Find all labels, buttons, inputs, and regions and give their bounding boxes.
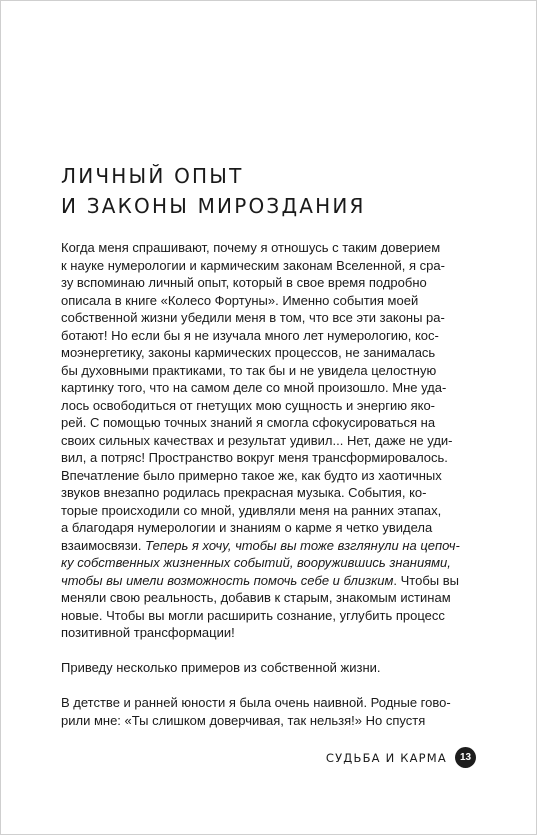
text-line: торые происходили со мной, удивляли меня на ранних этапах,: [61, 502, 442, 518]
text-line: новые. Чтобы вы могли расширить сознание, углубить процесс: [61, 607, 445, 623]
text-line: Впечатление было примерно такое же, как будто из хаотичных: [61, 467, 442, 483]
text-line: картинку того, что на самом деле со мной произошло. Мне уда-: [61, 380, 447, 395]
chapter-title: [61, 161, 366, 221]
text-line: к науке нумерологии и кармическим законам Вселенной, я сра-: [61, 257, 445, 273]
text-line-italic: [61, 554, 481, 572]
text-line: лось освободиться от гнетущих мою сущность и энергию яко-: [61, 397, 435, 413]
paragraph-1: [61, 239, 481, 642]
text-line: звуков внезапно родилась прекрасная музыка. События, ко-: [61, 485, 427, 500]
text-line: ботают! Но если бы я не изучала много лет нумерологию, кос-: [61, 327, 439, 343]
italic-run: ку собственных жизненных событий, вооружившись знаниями,: [61, 555, 451, 570]
text-line: Приведу несколько примеров из собственной жизни.: [61, 660, 381, 675]
text-line: своих сильных качествах и результат удивил... Нет, даже не уди-: [61, 432, 453, 448]
text-line: зу вспоминаю личный опыт, который в свое время подробно: [61, 275, 427, 290]
chapter-title-line-1: ЛИЧНЫЙ ОПЫТ: [61, 164, 244, 188]
text-line: рей. С помощью точных знаний я смогла сфокусироваться на: [61, 415, 436, 430]
page-number-badge: 13: [455, 747, 476, 768]
text-run: . Чтобы вы: [393, 572, 459, 588]
chapter-title-line-2: И ЗАКОНЫ МИРОЗДАНИЯ: [61, 194, 366, 218]
text-line: вил, а потряс! Пространство вокруг меня трансформировалось.: [61, 450, 448, 465]
text-run: взаимосвязи.: [61, 537, 142, 553]
text-line: позитивной трансформации!: [61, 625, 235, 640]
text-line: собственной жизни убедили меня в том, что все эти законы ра-: [61, 310, 445, 325]
italic-run: чтобы вы имели возможность помочь себе и близким: [61, 572, 394, 588]
body-text: [61, 239, 481, 747]
running-title: СУДЬБА И КАРМА: [325, 750, 447, 765]
text-line-mixed: [61, 537, 481, 555]
paragraph-2: [61, 659, 481, 677]
page-footer: [326, 747, 476, 768]
italic-run: Теперь я хочу, чтобы вы тоже взглянули на цепоч-: [141, 537, 460, 553]
text-line: Когда меня спрашивают, почему я отношусь с таким доверием: [61, 240, 441, 255]
text-line-mixed: [61, 572, 481, 590]
text-line: В детстве и ранней юности я была очень наивной. Родные гово-: [61, 695, 451, 710]
text-line: описала в книге «Колесо Фортуны». Именно события моей: [61, 292, 419, 308]
paragraph-3: [61, 694, 481, 729]
text-line: рили мне: «Ты слишком доверчивая, так нельзя!» Но спустя: [61, 712, 426, 728]
text-line: а благодаря нумерологии и знаниям о карме я четко увидела: [61, 520, 433, 535]
text-line: моэнергетику, законы кармических процессов, не занималась: [61, 345, 436, 360]
text-line: бы духовными практиками, то так бы и не увидела целостную: [61, 362, 437, 378]
text-line: меняли свою реальность, добавив к старым, знакомым истинам: [61, 590, 451, 605]
